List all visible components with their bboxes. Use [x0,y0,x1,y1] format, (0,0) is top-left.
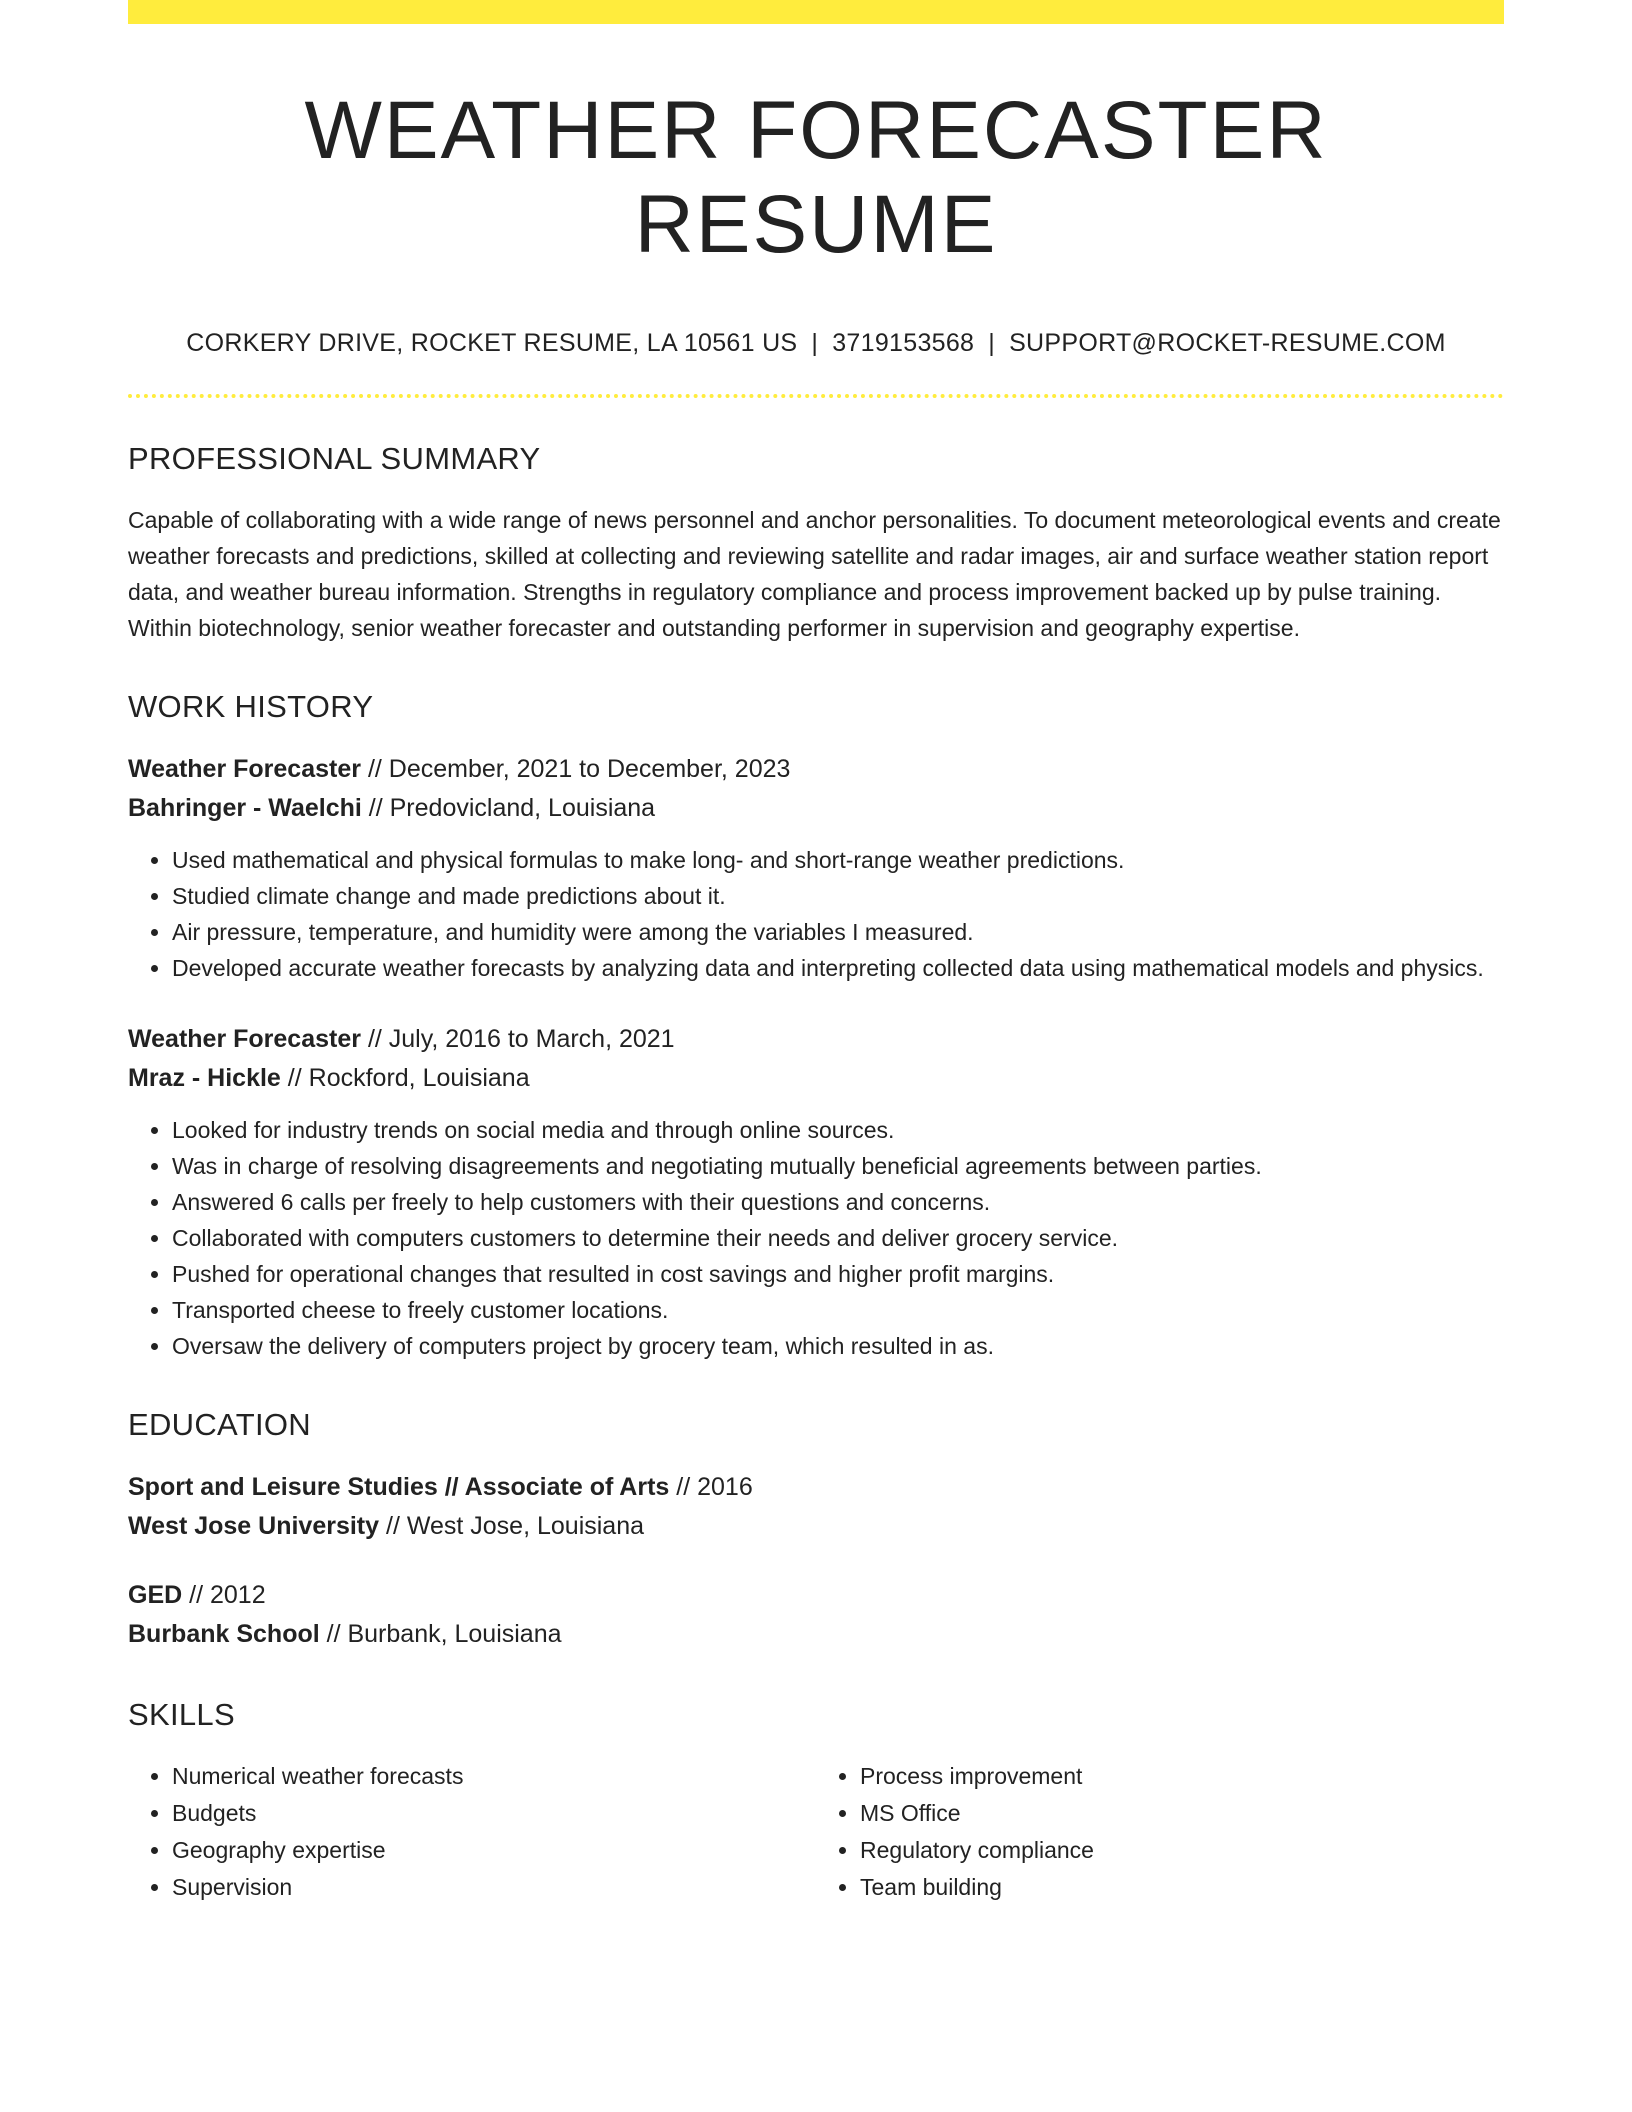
list-item: • Budgets [172,1795,816,1832]
education-heading: EDUCATION [128,1406,311,1442]
education-year: // 2012 [189,1580,266,1609]
job-company: Bahringer - Waelchi [128,793,362,822]
education-degree: Sport and Leisure Studies // Associate of Arts [128,1472,670,1501]
top-accent-bar [128,0,1504,24]
contact-separator: | [988,328,996,357]
list-item: • Developed accurate weather forecasts by analyzing data and interpreting collected data using mathematical models and physics. [172,950,1504,986]
list-item: • Air pressure, temperature, and humidity were among the variables I measured. [172,914,1504,950]
summary-heading: PROFESSIONAL SUMMARY [128,440,541,476]
job-title-line [128,1020,1504,1059]
education-degree-line [128,1576,1504,1615]
job-company: Mraz - Hickle [128,1063,281,1092]
job-entry [128,1020,1504,1364]
education-degree-line [128,1468,1504,1507]
list-item: • Regulatory compliance [860,1832,1504,1869]
education-entry [128,1576,1504,1654]
list-item: • Was in charge of resolving disagreements and negotiating mutually beneficial agreements between parties. [172,1148,1504,1184]
contact-separator: | [811,328,819,357]
education-school: Burbank School [128,1619,320,1648]
list-item: • Answered 6 calls per freely to help customers with their questions and concerns. [172,1184,1504,1220]
contact-address: CORKERY DRIVE, ROCKET RESUME, LA 10561 US [186,328,798,357]
skills-heading: SKILLS [128,1696,235,1732]
job-location: // Predovicland, Louisiana [368,793,656,822]
skills-list-right [816,1758,1504,1906]
resume-page [128,0,1504,1906]
dotted-divider [128,394,1504,398]
list-item: • Numerical weather forecasts [172,1758,816,1795]
job-company-line [128,789,1504,828]
list-item: • Supervision [172,1869,816,1906]
skills-list-left [128,1758,816,1906]
job-bullets [128,1112,1504,1364]
list-item: • Team building [860,1869,1504,1906]
job-dates: // July, 2016 to March, 2021 [367,1024,675,1053]
work-history-heading: WORK HISTORY [128,688,374,724]
list-item: • Collaborated with computers customers to determine their needs and deliver grocery service. [172,1220,1504,1256]
job-position: Weather Forecaster [128,1024,361,1053]
list-item: • Looked for industry trends on social media and through online sources. [172,1112,1504,1148]
contact-phone: 3719153568 [832,328,975,357]
skills-section [128,1698,1504,1906]
education-section [128,1408,1504,1654]
work-history-section [128,690,1504,1364]
education-school-line [128,1507,1504,1546]
contact-email: SUPPORT@ROCKET-RESUME.COM [1009,328,1446,357]
education-entry [128,1468,1504,1546]
job-entry [128,750,1504,986]
list-item: • MS Office [860,1795,1504,1832]
list-item: • Studied climate change and made predictions about it. [172,878,1504,914]
education-location: // West Jose, Louisiana [386,1511,645,1540]
list-item: • Process improvement [860,1758,1504,1795]
job-company-line [128,1059,1504,1098]
contact-line [128,329,1504,358]
resume-title: WEATHER FORECASTER RESUME [304,85,1328,271]
list-item: • Pushed for operational changes that resulted in cost savings and higher profit margins. [172,1256,1504,1292]
job-position: Weather Forecaster [128,754,361,783]
job-bullets [128,842,1504,986]
summary-text: Capable of collaborating with a wide range of news personnel and anchor personalities. To document meteorological events and create weather forecasts and predictions, skilled at collecting and reviewing satellite and radar images, air and surface weather station report data, and weather bureau information. Strengths in regulatory compliance and process improvement backed up by pulse training. Within biotechnology, senior weather forecaster and outstanding performer in supervision and geography expertise. [128,506,1501,641]
education-location: // Burbank, Louisiana [326,1619,562,1648]
list-item: • Used mathematical and physical formulas to make long- and short-range weather predictions. [172,842,1504,878]
list-item: • Transported cheese to freely customer locations. [172,1292,1504,1328]
education-degree: GED [128,1580,183,1609]
job-title-line [128,750,1504,789]
list-item: • Geography expertise [172,1832,816,1869]
list-item: • Oversaw the delivery of computers project by grocery team, which resulted in as. [172,1328,1504,1364]
education-year: // 2016 [676,1472,753,1501]
job-location: // Rockford, Louisiana [287,1063,530,1092]
skills-columns [128,1758,1504,1906]
education-school-line [128,1615,1504,1654]
job-dates: // December, 2021 to December, 2023 [367,754,791,783]
education-school: West Jose University [128,1511,380,1540]
summary-section [128,442,1504,646]
